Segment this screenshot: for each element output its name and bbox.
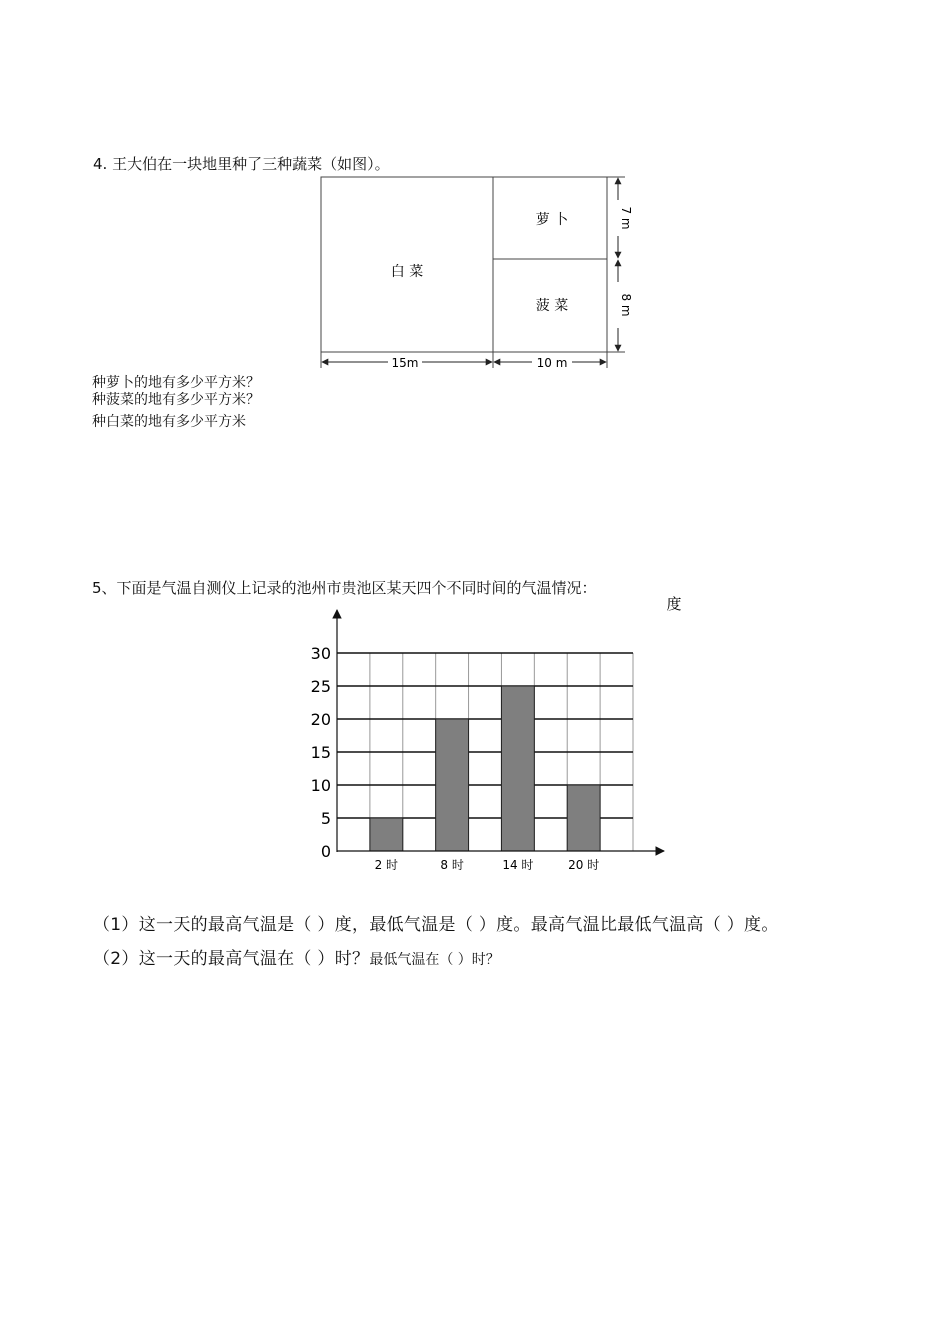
bar-20时: [567, 785, 600, 851]
temperature-chart: [300, 590, 700, 880]
q5-subquestion-3: 最低气温在（ ）时？: [369, 952, 500, 968]
label-cabbage: 白 菜: [390, 264, 424, 280]
q5-subquestion-1: （1）这一天的最高气温是（ ）度，最低气温是（ ）度。最高气温比最低气温高（ ）度。: [93, 915, 779, 935]
chart-bars: [370, 686, 600, 851]
field-diagram: [300, 170, 640, 375]
q4-question-2: 种菠菜的地有多少平方米？: [92, 392, 260, 408]
x-tick-label: 2 时: [374, 858, 399, 872]
bar-2时: [370, 818, 403, 851]
q5-title: 5、下面是气温自测仪上记录的池州市贵池区某天四个不同时间的气温情况：: [92, 579, 597, 597]
x-tick-label: 8 时: [440, 858, 464, 872]
field-outline: [321, 177, 607, 352]
y-tick-label: 15: [310, 743, 331, 762]
q5-subquestion-2: （2）这一天的最高气温在（ ）时？: [93, 949, 370, 969]
y-tick-label: 5: [320, 809, 331, 828]
dim-width-left: 15m: [391, 356, 419, 370]
y-tick-label: 30: [310, 644, 331, 663]
x-tick-label: 14 时: [502, 858, 534, 872]
dim-height-top: 7 m: [619, 206, 633, 230]
label-spinach: 菠 菜: [535, 298, 569, 314]
x-tick-label: 20 时: [568, 858, 600, 872]
q4-title: 4. 王大伯在一块地里种了三种蔬菜（如图）。: [93, 155, 390, 173]
bar-8时: [436, 719, 469, 851]
chart-y-ticks: [311, 644, 331, 861]
label-radish: 萝 卜: [535, 212, 569, 228]
y-tick-label: 25: [310, 677, 331, 696]
q4-question-3: 种白菜的地有多少平方米: [92, 414, 246, 430]
dim-height-bottom: 8 m: [619, 293, 633, 317]
y-tick-label: 0: [320, 842, 331, 861]
dim-width-right: 10 m: [536, 356, 568, 370]
q4-question-1: 种萝卜的地有多少平方米？: [92, 375, 260, 391]
y-tick-label: 10: [310, 776, 331, 795]
chart-x-ticks: [375, 857, 600, 872]
bar-14时: [501, 686, 534, 851]
y-axis-label: 度: [666, 595, 682, 613]
y-tick-label: 20: [310, 710, 331, 729]
